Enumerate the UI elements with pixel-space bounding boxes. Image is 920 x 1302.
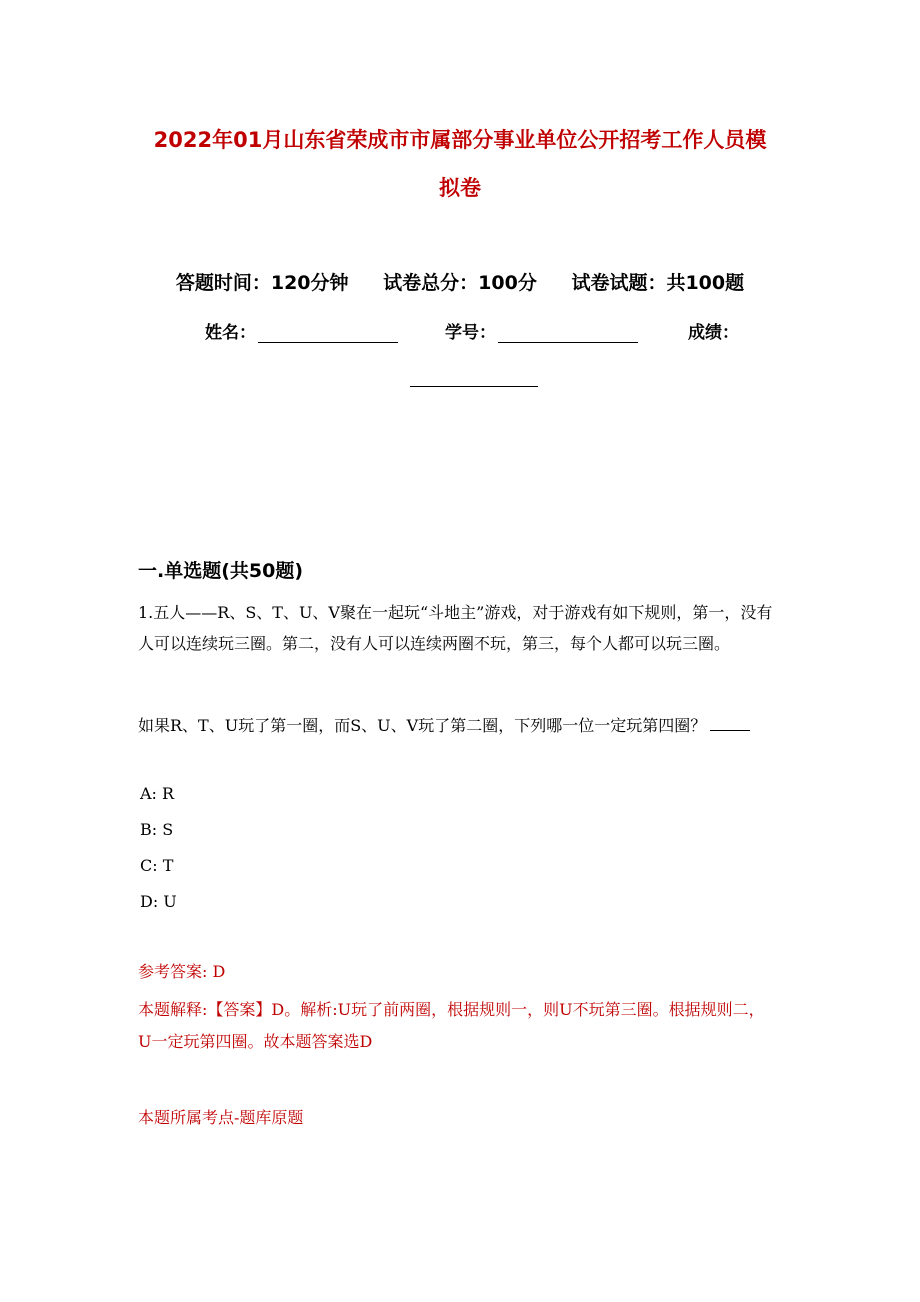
exam-meta [0,268,920,295]
option-c: C: T [140,856,174,875]
question-text-block [138,710,778,741]
score-field [688,318,739,343]
student-id-label: 学号： [445,323,496,343]
option-a: A: R [140,784,175,803]
question-topic: 本题所属考点-题库原题 [138,1108,304,1127]
name-blank-line [258,324,398,343]
page-title-line-2: 拟卷 [439,176,481,200]
answer-blank [710,714,750,731]
student-id-blank-line [498,324,638,343]
score-label: 成绩： [688,323,739,343]
exam-total-score: 试卷总分：100分 [383,272,537,294]
score-blank-line [410,386,538,387]
reference-answer: 参考答案: D [138,962,226,981]
question-text: 如果R、T、U玩了第一圈，而S、U、V玩了第二圈，下列哪一位一定玩第四圈？ [138,716,707,735]
exam-question-count: 试卷试题：共100题 [571,272,745,294]
option-b: B: S [140,820,174,839]
name-field [205,318,398,343]
name-label: 姓名： [205,323,256,343]
student-id-field [445,318,638,343]
question-stem: 1.五人——R、S、T、U、V聚在一起玩“斗地主”游戏，对于游戏有如下规则，第一，没有人可以连续玩三圈。第二，没有人可以连续两圈不玩，第三，每个人都可以玩三圈。 [138,603,773,653]
exam-time: 答题时间：120分钟 [175,272,349,294]
page-title-line-1: 2022年01月山东省荣成市市属部分事业单位公开招考工作人员模 [153,128,767,152]
answer-explanation: 本题解释:【答案】D。解析:U玩了前两圈，根据规则一，则U不玩第三圈。根据规则二，U一定玩第四圈。故本题答案选D [138,1000,765,1051]
option-d: D: U [140,892,177,911]
section-heading: 一.单选题(共50题) [138,560,304,582]
